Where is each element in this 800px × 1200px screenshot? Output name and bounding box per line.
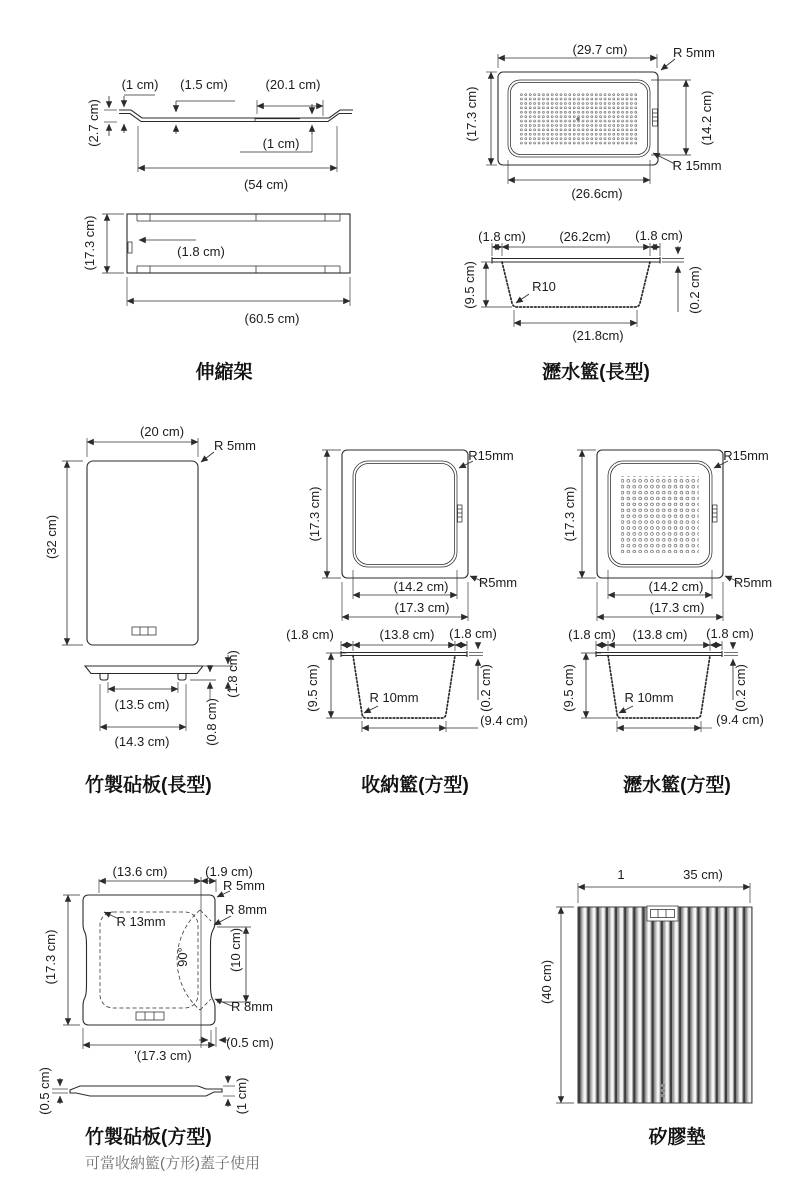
dim-label: (9.4 cm) bbox=[716, 712, 764, 727]
brand-logo bbox=[136, 1012, 164, 1020]
dim-label: (1 cm) bbox=[121, 77, 159, 92]
rack-side-view bbox=[86, 77, 353, 192]
radius-label: R 8mm bbox=[231, 999, 273, 1014]
dim-label: (29.7 cm) bbox=[572, 42, 628, 57]
storage-square-top-view bbox=[307, 448, 517, 621]
radius-label: R 10mm bbox=[369, 690, 419, 705]
figure-title: 竹製砧板(方型) bbox=[85, 1127, 212, 1148]
figure-silicone-mat bbox=[539, 867, 752, 1148]
dim-label: (17.3 cm) bbox=[562, 486, 577, 542]
dim-label: (1.8 cm) bbox=[449, 626, 497, 641]
side-clip bbox=[458, 505, 463, 522]
dim-label: (17.3 cm) bbox=[649, 600, 705, 615]
figure-telescopic-rack bbox=[82, 77, 353, 383]
dim-label: (20 cm) bbox=[139, 424, 185, 439]
drain-long-side-view bbox=[462, 228, 702, 343]
dim-label: (9.5 cm) bbox=[462, 261, 477, 309]
dim-label: (17.3 cm) bbox=[307, 486, 322, 542]
side-clip bbox=[653, 109, 658, 126]
angle-label: 90° bbox=[175, 947, 190, 967]
drain-long-top-view bbox=[464, 42, 722, 201]
dim-label: 35 cm) bbox=[683, 867, 723, 882]
radius-label: R 13mm bbox=[116, 914, 166, 929]
dim-label: 1 bbox=[617, 867, 625, 882]
storage-square-side-view bbox=[286, 626, 528, 732]
dim-label: (32 cm) bbox=[44, 514, 59, 560]
dim-label: (0.2 cm) bbox=[687, 266, 702, 314]
radius-label: R15mm bbox=[723, 448, 769, 463]
drain-square-side-view bbox=[561, 626, 764, 732]
dim-label: (0.5 cm) bbox=[37, 1067, 52, 1115]
dim-label: (20.1 cm) bbox=[265, 77, 321, 92]
figure-drain-basket-square bbox=[561, 448, 772, 796]
mat-front-view bbox=[539, 867, 752, 1103]
dim-label: (9.4 cm) bbox=[480, 713, 528, 728]
radius-label: R5mm bbox=[478, 575, 518, 590]
figure-title: 瀝水籃(長型) bbox=[542, 362, 650, 383]
figure-title: 竹製砧板(長型) bbox=[85, 775, 212, 796]
board-square-side-view bbox=[37, 1067, 249, 1115]
dim-label: (1.8 cm) bbox=[568, 627, 616, 642]
figure-title: 收納籃(方型) bbox=[361, 775, 469, 796]
brand-logo bbox=[132, 627, 156, 635]
brand-logo bbox=[647, 906, 678, 921]
dim-label: (1.9 cm) bbox=[205, 864, 253, 879]
mat-body bbox=[578, 907, 752, 1103]
radius-label: R 5mm bbox=[673, 45, 715, 60]
side-clip bbox=[713, 505, 718, 522]
dim-label: (1.8 cm) bbox=[478, 229, 526, 244]
figure-bamboo-board-long bbox=[44, 424, 256, 796]
dim-label: (14.2 cm) bbox=[699, 90, 714, 146]
radius-label: R10 bbox=[532, 279, 556, 294]
dim-label: (1 cm) bbox=[234, 1077, 249, 1115]
radius-label: R 5mm bbox=[223, 878, 265, 893]
dim-label: (14.3 cm) bbox=[114, 734, 170, 749]
radius-label: R 10mm bbox=[624, 690, 674, 705]
dim-label: (54 cm) bbox=[243, 177, 289, 192]
dim-label: (1.8 cm) bbox=[286, 627, 334, 642]
dim-label: (13.5 cm) bbox=[114, 697, 170, 712]
dim-label: (1.8 cm) bbox=[177, 244, 225, 259]
dim-label: (14.2 cm) bbox=[393, 579, 449, 594]
dim-label: (26.6cm) bbox=[571, 186, 623, 201]
radius-label: R 5mm bbox=[214, 438, 256, 453]
dim-label: (17.3 cm) bbox=[394, 600, 450, 615]
dim-label: (10 cm) bbox=[228, 927, 243, 973]
dim-label: (60.5 cm) bbox=[244, 311, 300, 326]
board-long-side-view bbox=[85, 650, 240, 749]
figure-title: 瀝水籃(方型) bbox=[623, 775, 731, 796]
dim-label: (9.5 cm) bbox=[561, 664, 576, 712]
dim-label: (9.5 cm) bbox=[305, 664, 320, 712]
dim-label: (1.8 cm) bbox=[635, 228, 683, 243]
dim-label: '(17.3 cm) bbox=[134, 1048, 192, 1063]
board-long-top-view bbox=[44, 424, 256, 645]
dim-label: (1.8 cm) bbox=[706, 626, 754, 641]
dim-label: (1 cm) bbox=[262, 136, 300, 151]
dim-label: (13.6 cm) bbox=[112, 864, 168, 879]
drain-square-top-view bbox=[562, 448, 772, 621]
radius-label: R 15mm bbox=[672, 158, 722, 173]
figure-bamboo-board-square bbox=[37, 864, 274, 1172]
radius-label: R15mm bbox=[468, 448, 514, 463]
dim-label: (13.8 cm) bbox=[632, 627, 688, 642]
dim-label: (1.5 cm) bbox=[180, 77, 228, 92]
dim-label: (17.3 cm) bbox=[43, 929, 58, 985]
figure-drain-basket-long bbox=[462, 42, 722, 383]
dim-label: (1.8 cm) bbox=[225, 650, 240, 698]
board-square-top-view bbox=[43, 864, 274, 1063]
dim-label: (17.3 cm) bbox=[82, 215, 97, 271]
dim-label: (0.2 cm) bbox=[733, 664, 748, 712]
figure-storage-basket-square bbox=[286, 448, 528, 796]
rack-top-view bbox=[82, 214, 350, 326]
dim-label: (14.2 cm) bbox=[648, 579, 704, 594]
radius-label: R 8mm bbox=[225, 902, 267, 917]
dim-label: (17.3 cm) bbox=[464, 86, 479, 142]
figure-title: 伸縮架 bbox=[195, 362, 253, 383]
dim-label: (0.8 cm) bbox=[204, 698, 219, 746]
figure-note: 可當收納籃(方形)蓋子使用 bbox=[85, 1155, 260, 1172]
dim-label: (13.8 cm) bbox=[379, 627, 435, 642]
mold-marks bbox=[661, 1084, 665, 1097]
figure-title: 矽膠墊 bbox=[648, 1127, 706, 1148]
dim-label: (40 cm) bbox=[539, 959, 554, 1005]
dim-label: (2.7 cm) bbox=[86, 99, 101, 147]
dim-label: (0.2 cm) bbox=[478, 664, 493, 712]
dim-label: (21.8cm) bbox=[572, 328, 624, 343]
perforation-field bbox=[621, 476, 699, 553]
dim-label: (26.2cm) bbox=[559, 229, 611, 244]
radius-label: R5mm bbox=[733, 575, 773, 590]
dim-label: (0.5 cm) bbox=[226, 1035, 274, 1050]
